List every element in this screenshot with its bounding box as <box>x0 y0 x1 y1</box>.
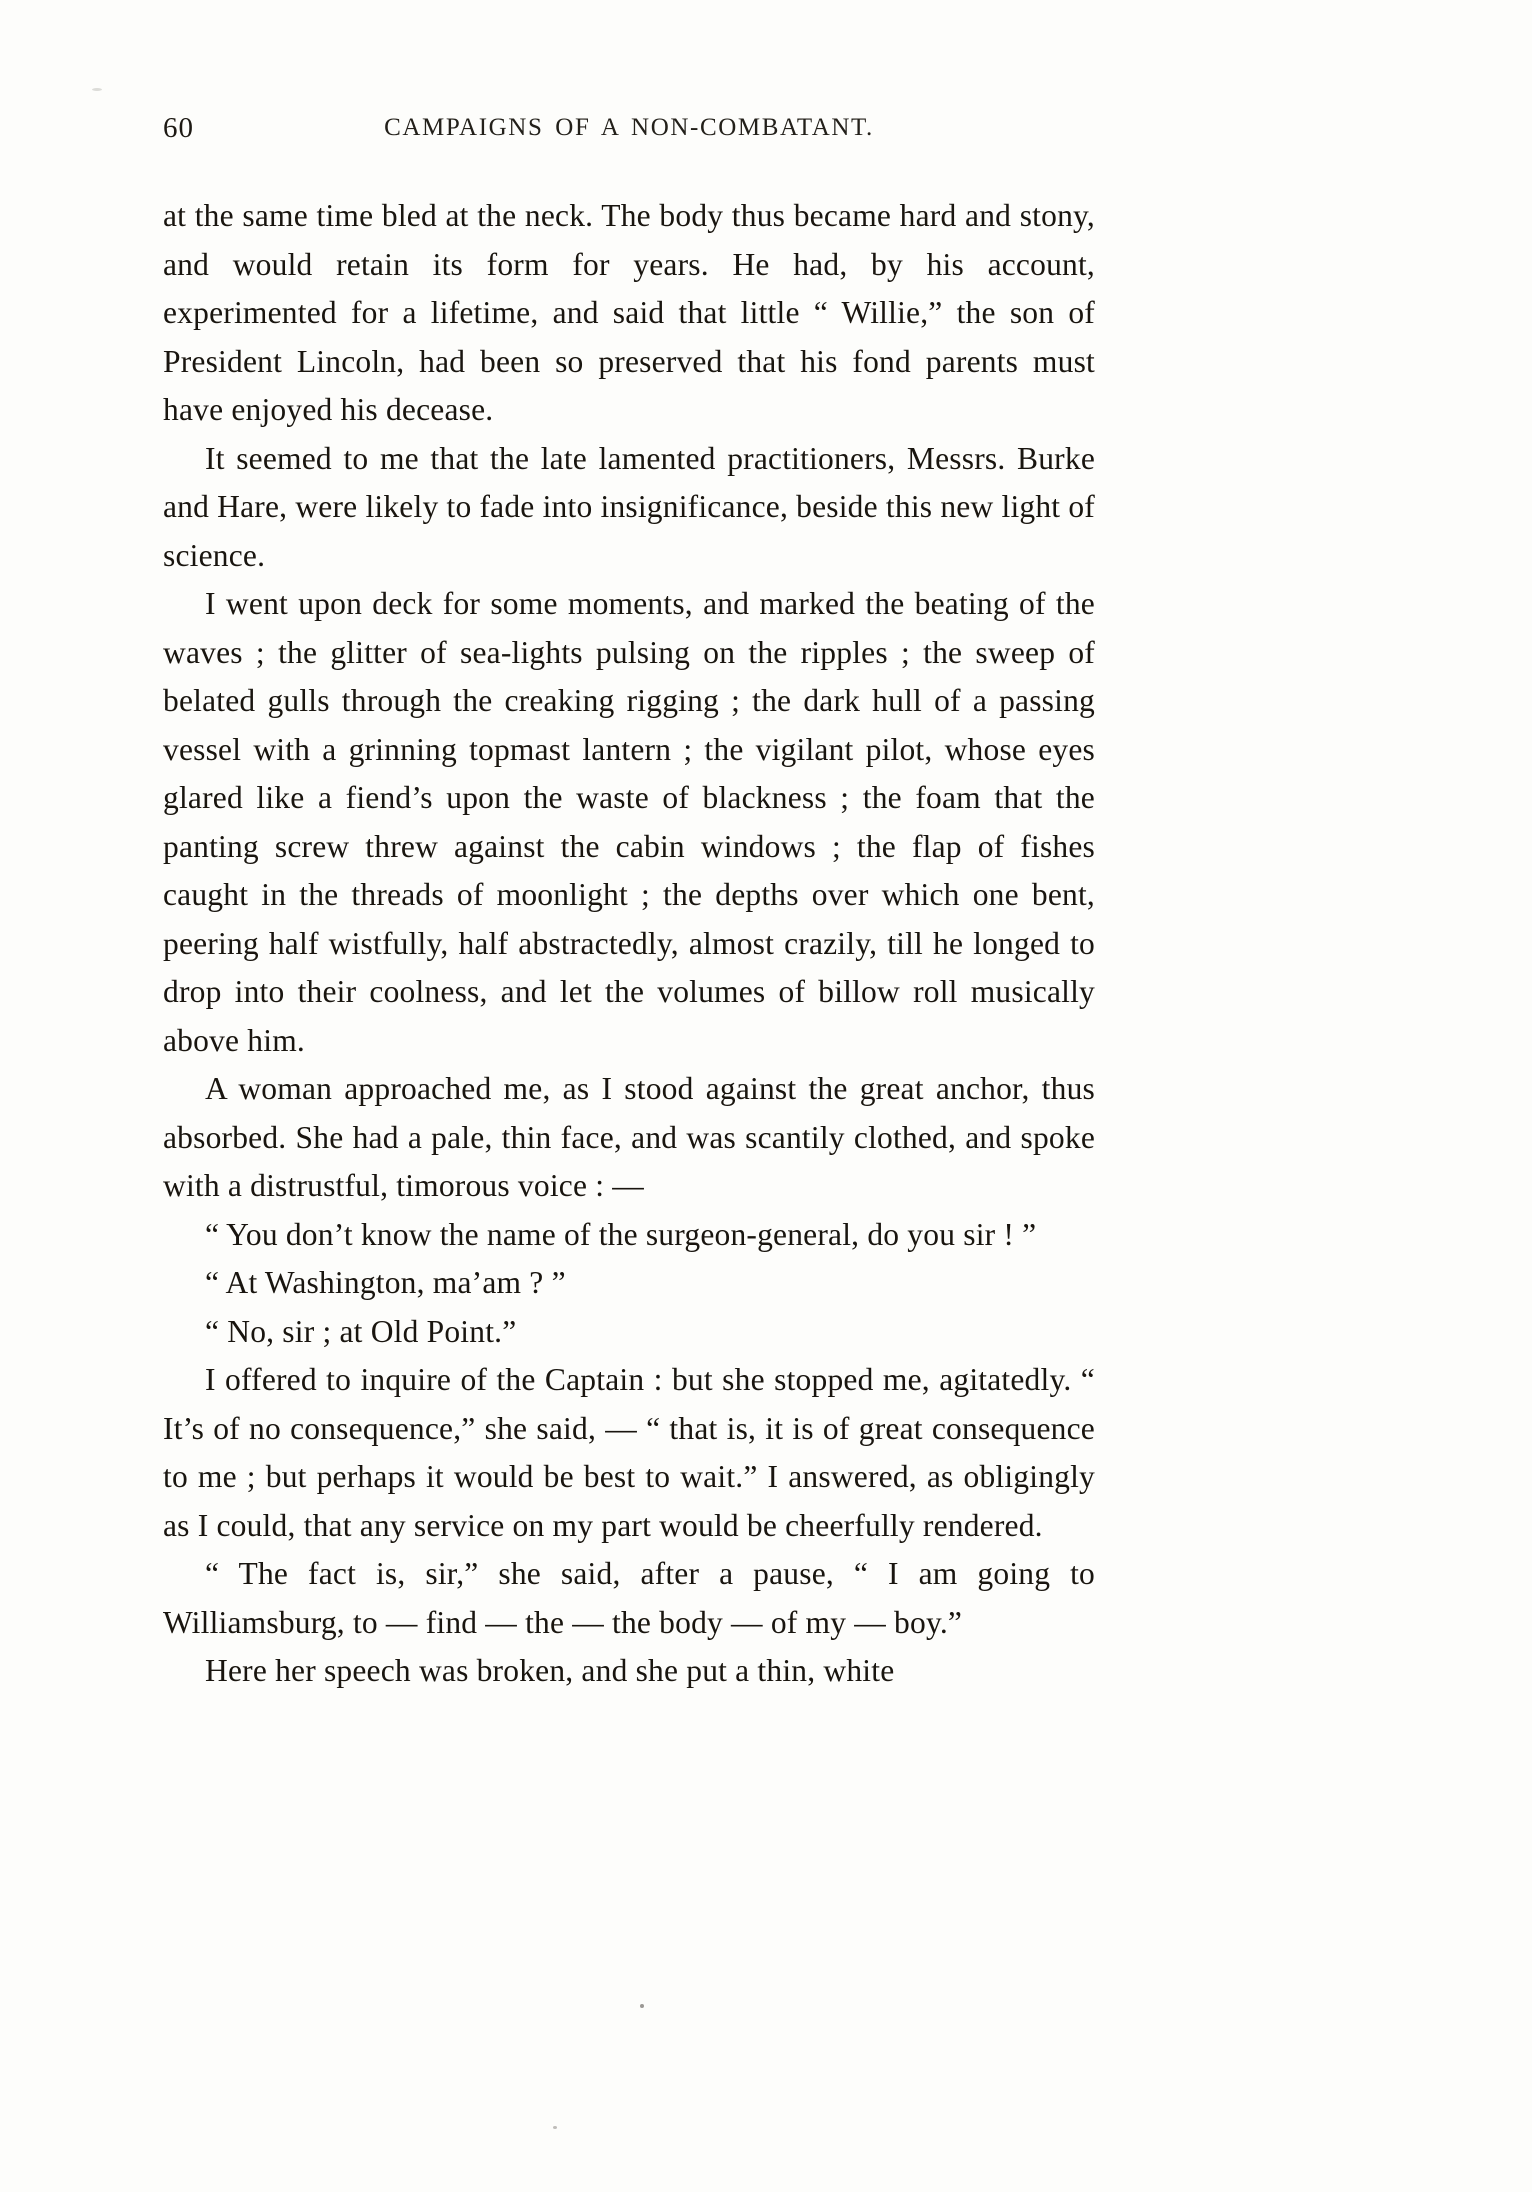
page-body <box>163 192 1095 1696</box>
paragraph: “ The fact is, sir,” she said, after a pause, “ I am going to Williamsburg, to — find — the — the body — of my — boy.” <box>163 1556 1095 1640</box>
page-header <box>163 112 1095 158</box>
paragraph: A woman approached me, as I stood against the great anchor, thus absorbed. She had a pale, thin face, and was scantily clothed, and spoke with a distrustful, timorous voice : — <box>163 1071 1095 1203</box>
paragraph: I offered to inquire of the Captain : but she stopped me, agitatedly. “ It’s of no consequence,” she said, — “ that is, it is of great consequence to me ; but perhaps it would be best to wait.” I answered, as obligingly as I could, that any service on my part would be cheerfully rendered. <box>163 1362 1095 1543</box>
page-number: 60 <box>163 112 194 144</box>
paragraph: It seemed to me that the late lamented practitioners, Messrs. Burke and Hare, were likely to fade into insignificance, beside this new light of science. <box>163 440 1095 573</box>
paragraph: I went upon deck for some moments, and marked the beating of the waves ; the glitter of sea-lights pulsing on the ripples ; the sweep of belated gulls through the creaking rigging ; the dark hull of a passing vessel with a grinning topmast lantern ; the vigilant pilot, whose eyes glared like a fiend’s upon the waste of blackness ; the foam that the panting screw threw against the cabin windows ; the flap of fishes caught in the threads of moonlight ; the depths over which one bent, peering half wistfully, half abstractedly, almost crazily, till he longed to drop into their coolness, and let the volumes of billow roll musically above him. <box>163 586 1095 1058</box>
running-header: CAMPAIGNS OF A NON-COMBATANT. <box>384 114 874 141</box>
text-block <box>163 112 1095 1696</box>
paragraph: Here her speech was broken, and she put a thin, white <box>205 1653 895 1688</box>
scan-speck <box>92 88 102 91</box>
paragraph: “ At Washington, ma’am ? ” <box>205 1265 566 1300</box>
paragraph: “ No, sir ; at Old Point.” <box>205 1313 517 1349</box>
scan-speck <box>640 2004 644 2008</box>
paragraph: “ You don’t know the name of the surgeon-general, do you sir ! ” <box>205 1216 1037 1252</box>
scan-speck <box>553 2126 557 2129</box>
paragraph: at the same time bled at the neck. The body thus became hard and stony, and would retain its form for years. He had, by his account, experimented for a lifetime, and said that little “ Willie,” the son of President Lincoln, had been so preserved that his fond parents must have enjoyed his decease. <box>163 198 1095 427</box>
